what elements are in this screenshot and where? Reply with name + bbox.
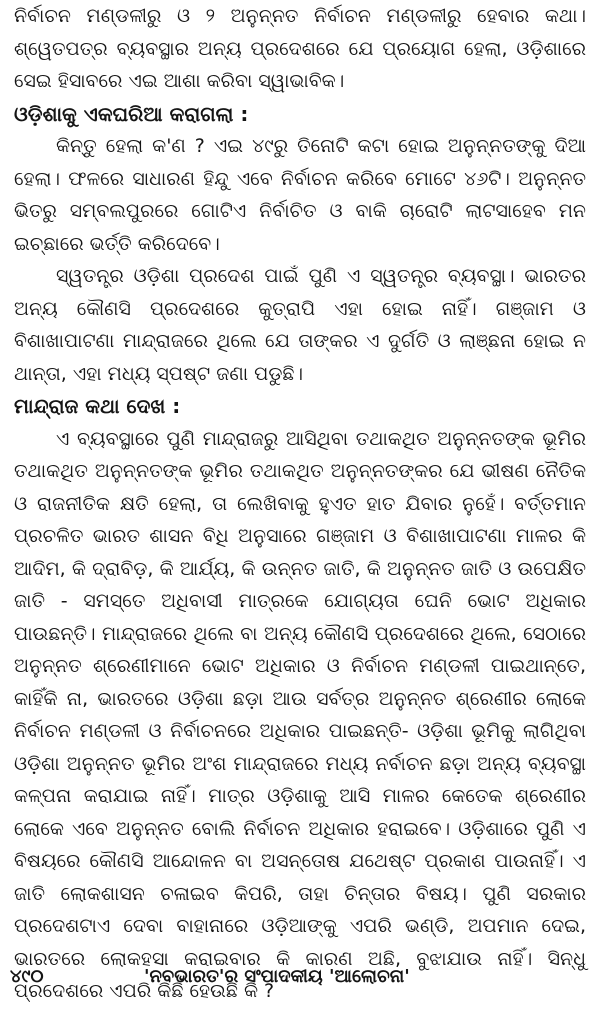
paragraph-1: ନିର୍ବାଚନ ମଣ୍ଡଳୀରୁ ଓ ୨ ଅନୁନ୍ନତ ନିର୍ବାଚନ ମଣ୍ଡଳୀରୁ ହେବାର କଥା। ଶ୍ୱେତପତ୍ର ବ୍ୟବସ୍ଥାର ଅନ୍ୟ ପ୍ରଦେଶରେ ଯେ ପ୍ରୟୋଗ ହେଲା, ଓଡ଼ିଶାରେ ସେଇ ହିସାବରେ ଏଇ ଆଶା କରିବା ସ୍ୱାଭାବିକ। bbox=[14, 5, 586, 92]
section-heading-madras: ମାନ୍ଦ୍ରାଜ କଥା ଦେଖ : bbox=[14, 394, 181, 418]
paragraph-2: କିନ୍ତୁ ହେଲା କ'ଣ ? ଏଇ ୪୯ରୁ ତିନୋଟି କଟା ହୋଇ ଅନୁନ୍ନତଙ୍କୁ ଦିଆ ହେଲା। ଫଳରେ ସାଧାରଣ ହିନ୍ଦୁ ଏବେ ନିର୍ବାଚନ କରିବେ ମୋଟେ ୪୬ଟି। ଅନୁନ୍ନତ ଭିତରୁ ସମ୍ବଲପୁରରେ ଗୋଟିଏ ନିର୍ବାଚିତ ଓ ବାକି ଚାରୋଟି ଲାଟସାହେବ ମନ ଇଚ୍ଛାରେ ଭର୍ତ୍ତି କରିଦେବେ। bbox=[14, 135, 586, 255]
page-number: ୪୯୦ bbox=[10, 966, 44, 987]
document-page bbox=[14, 0, 586, 1029]
section-heading-odisha: ଓଡ଼ିଶାକୁ ଏକଘରିଆ କରାଗଲା : bbox=[14, 101, 249, 126]
paragraph-4: ଏ ବ୍ୟବସ୍ଥାରେ ପୁଣି ମାନ୍ଦ୍ରାଜରୁ ଆସିଥିବା ତଥାକଥିତ ଅନୁନ୍ନତଙ୍କ ଭୂମିର ତଥାକଥିତ ଅନୁନ୍ନତଙ୍କ ଭୂମିର ତଥାକଥିତ ଅନୁନ୍ନତଙ୍କର ଯେ ଭୀଷଣ ନୈତିକ ଓ ରାଜନୀତିକ କ୍ଷତି ହେଲା, ତା ଲେଖିବାକୁ ହୁଏତ ହାତ ଯିବାର ନୁହେଁ। ବର୍ତ୍ତମାନ ପ୍ରଚଳିତ ଭାରତ ଶାସନ ବିଧି ଅନୁସାରେ ଗଞ୍ଜାମ ଓ ବିଶାଖାପାଟଣା ମାଳର କି ଆଦିମ, କି ଦ୍ରାବିଡ଼, କି ଆର୍ଯ୍ୟ, କି ଉନ୍ନତ ଜାତି, କି ଅନୁନ୍ନତ ଜାତି ଓ ଉପେକ୍ଷିତ ଜାତି - ସମସ୍ତେ ଅଧିବାସୀ ମାତ୍ରକେ ଯୋଗ୍ୟତା ଘେନି ଭୋଟ ଅଧିକାର ପାଉଛନ୍ତି। ମାନ୍ଦ୍ରାଜରେ ଥିଲେ ବା ଅନ୍ୟ କୌଣସି ପ୍ରଦେଶରେ ଥିଲେ, ସେଠାରେ ଅନୁନ୍ନତ ଶ୍ରେଣୀମାନେ ଭୋଟ ଅଧିକାର ଓ ନିର୍ବାଚନ ମଣ୍ଡଳୀ ପାଇଥାନ୍ତେ, କାହିଁକି ନା, ଭାରତରେ ଓଡ଼ିଶା ଛଡ଼ା ଆଉ ସର୍ବତ୍ର ଅନୁନ୍ନତ ଶ୍ରେଣୀର ଲୋକେ ନିର୍ବାଚନ ମଣ୍ଡଳୀ ଓ ନିର୍ବାଚନରେ ଅଧିକାର ପାଇଛନ୍ତି- ଓଡ଼ିଶା ଭୂମିକୁ ଲାଗିଥିବା ଓଡ଼ିଶା ଅନୁନ୍ନତ ଭୂମିର ଅଂଶ ମାନ୍ଦ୍ରାଜରେ ମଧ୍ୟ ନର୍ବାଚନ ଛଡ଼ା ଅନ୍ୟ ବ୍ୟବସ୍ଥା କଳ୍ପନା କରାଯାଇ ନାହିଁ। ମାତ୍ର ଓଡ଼ିଶାକୁ ଆସି ମାଳର କେତେକ ଶ୍ରେଣୀର ଲୋକେ ଏବେ ଅନୁନ୍ନତ ବୋଲି ନିର୍ବାଚନ ଅଧିକାର ହରାଇବେ। ଓଡ଼ିଶାରେ ପୁଣି ଏ ବିଷୟରେ କୌଣସି ଆନ୍ଦୋଳନ ବା ଅସନ୍ତୋଷ ଯଥେଷ୍ଟ ପ୍ରକାଶ ପାଉନାହିଁ। ଏ ଜାତି ଲୋକଶାସନ ଚଳାଇବ କିପରି, ତାହା ଚିନ୍ତାର ବିଷୟ। ପୁଣି ସରକାର ପ୍ରଦେଶଟାଏ ଦେବା ବାହାନାରେ ଓଡ଼ିଆଙ୍କୁ ଏପରି ଭଣ୍ଡି, ଅପମାନ ଦେଇ, ଭାରତରେ ଲୋକହସା କରାଇବାର କି କାରଣ ଅଛି, ବୁଝାଯାଉ ନାହିଁ। ସିନ୍ଧୁ ପ୍ରଦେଶରେ ଏପରି କିଛି ହେଉଛି କି ? bbox=[14, 427, 586, 1002]
paragraph-3: ସ୍ୱତନ୍ତ୍ର ଓଡ଼ିଶା ପ୍ରଦେଶ ପାଇଁ ପୁଣି ଏ ସ୍ୱତନ୍ତ୍ର ବ୍ୟବସ୍ଥା। ଭାରତର ଅନ୍ୟ କୌଣସି ପ୍ରଦେଶରେ କୁତ୍ରାପି ଏହା ହୋଇ ନାହିଁ। ଗଞ୍ଜାମ ଓ ବିଶାଖାପାଟଣା ମାନ୍ଦ୍ରାଜରେ ଥିଲେ ଯେ ତାଙ୍କର ଏ ଦୁର୍ଗତି ଓ ଲାଞ୍ଛନା ହୋଇ ନ ଥାନ୍ତା, ଏହା ମଧ୍ୟ ସ୍ପଷ୍ଟ ଜଣା ପଡୁଛି। bbox=[14, 265, 586, 385]
running-title: 'ନବଭାରତ'ର ସଂପାଦକୀୟ 'ଆଲୋଚନା' bbox=[144, 966, 410, 987]
